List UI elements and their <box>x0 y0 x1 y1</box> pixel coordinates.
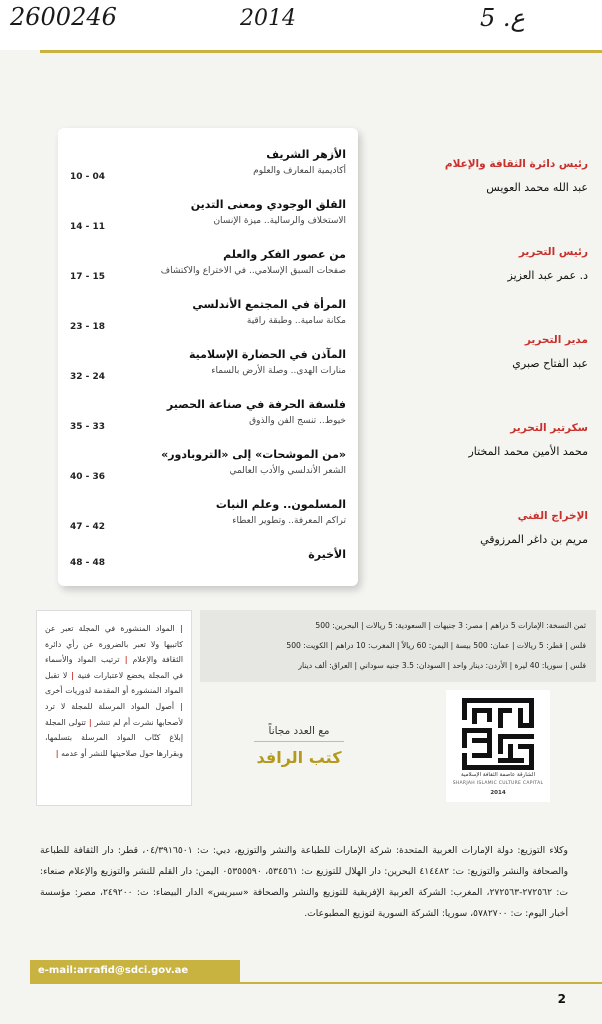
toc-item[interactable] <box>70 496 346 546</box>
masthead-role: رئيس دائرة الثقافة والإعلام <box>444 158 588 170</box>
logo-year: 2014 <box>490 790 506 796</box>
masthead-role: مدير التحرير <box>524 334 588 346</box>
masthead-name: د. عمر عبد العزيز <box>507 269 588 282</box>
toc-item-subtitle: أكاديمية المعارف والعلوم <box>253 166 346 176</box>
masthead-entry <box>378 507 588 595</box>
page-number: 2 <box>557 992 566 1006</box>
toc-item-title: الأخيرة <box>308 548 346 561</box>
masthead-role: سكرتير التحرير <box>510 422 588 434</box>
kufic-logo-icon <box>460 696 536 772</box>
notice-bullet: | <box>85 717 92 727</box>
toc-item-pages: 48 - 48 <box>70 558 106 568</box>
masthead-name: مريم بن داغر المرزوقي <box>480 533 588 546</box>
supplement-caption: مع العدد مجاناً <box>268 725 330 737</box>
notice-line: لا تقبل المواد المنشورة أو المقدمة لدوريات أخرى <box>45 670 183 696</box>
free-supplement <box>210 725 388 767</box>
price-line: فلس | سوريا: 40 ليرة | الأردن: دينار واحد | السودان: 3.5 جنيه سوداني | العراق: ألف دينار <box>298 661 586 670</box>
toc-item-subtitle: منارات الهدى.. وصلة الأرض بالسماء <box>211 366 346 376</box>
distributors-text: وكلاء التوزيع: دولة الإمارات العربية المتحدة: شركة الإمارات للطباعة والنشر والتوزيع، دبي: ت: ٠٤/٣٩١٦٥٠١، قطر: دار الثقافة للطباعة والصحافة والنشر والتوزيع: ت: ٤١٤٤٨٢ البحرين: دار الهلال للتوزيع ت: ٥٣٤٥٦١، ٠٥٣٥٥٥٩٠ اليمن: دار القلم للنشر والتوزيع والإعلام صنعاء: ت: ٢٧٢٥٦٢-٢٧٢٥٦٣، المغرب: الشركة العربية الإفريقية للتوزيع والنشر والصحافة «سبريس» الدار البيضاء: ت: ٢٤٩٢٠٠، مصر: مؤسسة أخبار اليوم: ت: ٥٧٨٢٧٠٠، سوريا: الشركة السورية لتوزيع المطبوعات. <box>40 845 569 919</box>
notice-bullet: | <box>119 655 128 665</box>
toc-item-subtitle: خيوط.. تنسج الفن والذوق <box>249 416 346 426</box>
toc-item[interactable] <box>70 246 346 296</box>
masthead-entry <box>378 331 588 419</box>
toc-item-pages: 35 - 33 <box>70 422 106 432</box>
bottom-divider <box>30 982 602 984</box>
notice-line: المواد المنشورة في المجلة تعبر عن كاتبيها ولا تعبر بالضرورة عن رأي دائرة الثقافة والإعلام <box>45 624 183 665</box>
masthead-role: الإخراج الفني <box>517 510 588 522</box>
toc-item[interactable] <box>70 196 346 246</box>
masthead <box>378 155 588 595</box>
toc-item[interactable] <box>70 446 346 496</box>
top-divider <box>40 50 602 53</box>
toc-item-pages: 14 - 11 <box>70 222 106 232</box>
supplement-divider <box>254 741 344 742</box>
logo-caption-english: SHARJAH ISLAMIC CULTURE CAPITAL <box>452 781 544 786</box>
toc-item-title: المسلمون.. وعلم النبات <box>215 498 346 511</box>
toc-item[interactable] <box>70 546 346 576</box>
notice-bullet: | <box>174 701 184 711</box>
notice-line: تتولى المجلة إبلاغ كتّاب المواد المرسلة بتسلمها، وبقرارها حول صلاحيتها للنشر أو عدمه <box>45 717 183 758</box>
toc-item-title: المآذن في الحضارة الإسلامية <box>189 348 346 361</box>
toc-item-pages: 40 - 36 <box>70 472 106 482</box>
notice-line: ترتيب المواد والأسماء في المجلة يخضع لاعتبارات فنية <box>45 655 184 680</box>
masthead-name: عبد الله محمد العويس <box>486 181 588 194</box>
masthead-name: عبد الفتاح صبري <box>512 357 588 370</box>
notice-bullet: | <box>55 748 59 758</box>
toc-item-title: المرأة في المجتمع الأندلسي <box>192 298 346 311</box>
email-link[interactable]: e-mail:arrafid@sdci.gov.ae <box>30 960 240 982</box>
notice-line: أصول المواد المرسلة للمجلة لا ترد لأصحابها نشرت أم لم تنشر <box>45 701 184 727</box>
handwritten-code: 2600246 <box>10 3 117 31</box>
toc-item-subtitle: تراكم المعرفة.. وتطوير العطاء <box>232 516 346 526</box>
toc-item[interactable] <box>70 146 346 196</box>
supplement-title: كتب الرافد <box>256 748 342 767</box>
toc-item-title: القلق الوجودي ومعنى التدين <box>190 198 346 211</box>
toc-item-title: من عصور الفكر والعلم <box>223 248 346 261</box>
price-list <box>200 610 596 682</box>
price-line: فلس | قطر: 5 ريالات | عمان: 500 بيسة | اليمن: 60 ريالاً | المغرب: 10 دراهم | الكويت: 500 <box>286 641 586 650</box>
price-line: ثمن النسخة: الإمارات 5 دراهم | مصر: 3 جنيهات | السعودية: 5 ريالات | البحرين: 500 <box>315 621 586 630</box>
toc-item[interactable] <box>70 396 346 446</box>
toc-item-subtitle: صفحات السبق الإسلامي.. في الاختراع والاكتشاف <box>160 266 346 276</box>
toc-item-pages: 17 - 15 <box>70 272 106 282</box>
toc-item-pages: 47 - 42 <box>70 522 106 532</box>
notice-bullet: | <box>174 624 183 633</box>
toc-item-subtitle: مكانة سامية.. وطبقة راقية <box>246 316 346 326</box>
table-of-contents <box>58 128 358 586</box>
logo-caption-arabic: الشارقة عاصمة الثقافة الإسلامية <box>460 772 536 778</box>
toc-item-pages: 10 - 04 <box>70 172 106 182</box>
masthead-name: محمد الأمين محمد المختار <box>468 445 588 458</box>
masthead-role: رئيس التحرير <box>518 246 588 258</box>
handwritten-header <box>0 0 602 50</box>
toc-item[interactable] <box>70 296 346 346</box>
toc-item[interactable] <box>70 346 346 396</box>
toc-item-title: الأزهر الشريف <box>266 148 346 161</box>
toc-item-pages: 32 - 24 <box>70 372 106 382</box>
handwritten-issue: 5 .ع <box>480 4 525 32</box>
sharjah-capital-logo <box>446 690 550 802</box>
toc-item-subtitle: الشعر الأندلسي والأدب العالمي <box>229 466 346 476</box>
handwritten-year: 2014 <box>240 6 296 31</box>
masthead-entry <box>378 243 588 331</box>
masthead-entry <box>378 419 588 507</box>
masthead-entry <box>378 155 588 243</box>
toc-item-title: فلسفة الحرفة في صناعة الحصير <box>166 398 346 411</box>
toc-item-subtitle: الاستخلاف والرسالية.. ميزة الإنسان <box>213 216 346 226</box>
notice-bullet: | <box>67 670 75 680</box>
editorial-notice <box>36 610 192 806</box>
toc-item-pages: 23 - 18 <box>70 322 106 332</box>
toc-item-title: «من الموشحات» إلى «التروبادور» <box>161 448 346 461</box>
